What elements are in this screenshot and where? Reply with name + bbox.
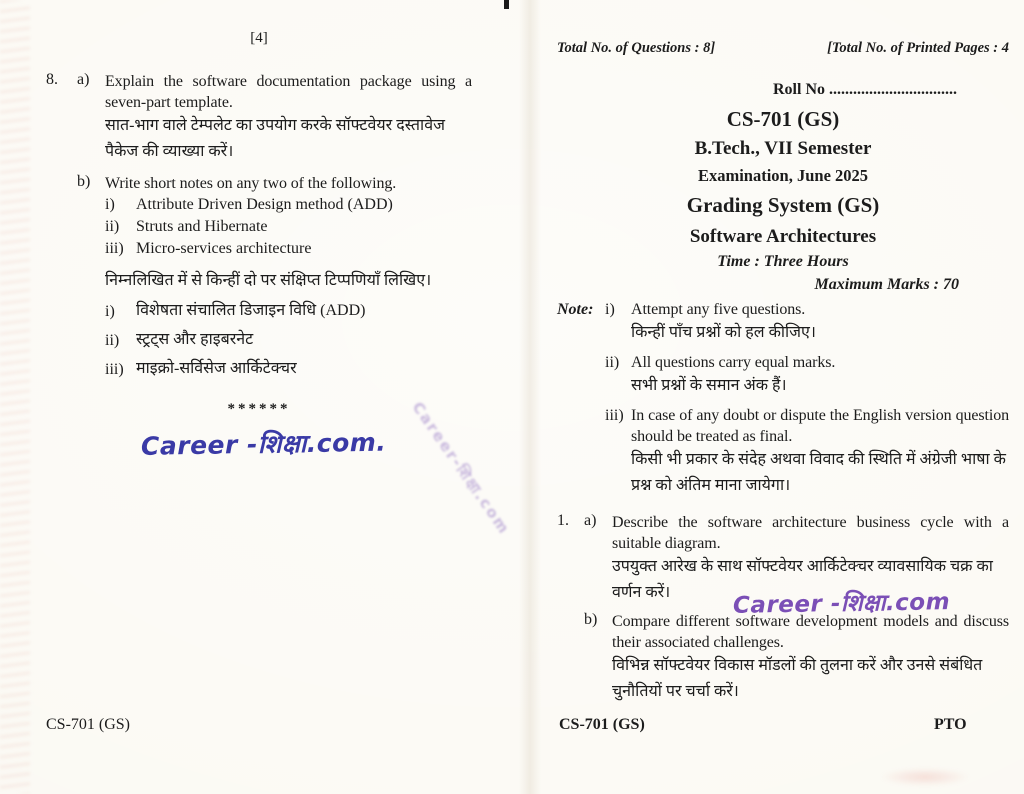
total-questions: Total No. of Questions : 8]	[557, 40, 716, 56]
option-ii: ii) Struts and Hibernate	[105, 218, 268, 235]
note-i-hindi: किन्हीं पाँच प्रश्नों को हल कीजिए।	[631, 324, 816, 341]
note-i: Note: i) Attempt any five questions. किन्हीं पाँच प्रश्नों को हल कीजिए।	[557, 299, 1009, 346]
question-1a-english: Describe the software architecture business cycle with a suitable diagram.	[612, 514, 1009, 552]
maximum-marks: Maximum Marks : 70	[814, 276, 959, 293]
scan-edge-artifact	[0, 0, 30, 794]
footer-course-code-left: CS-701 (GS)	[46, 716, 131, 733]
footer-pto: PTO	[934, 716, 967, 733]
paper-header	[557, 40, 1009, 57]
option-iii: iii) Micro-services architecture	[105, 240, 312, 257]
question-8b-hindi: निम्नलिखित में से किन्हीं दो पर संक्षिप्त टिप्पणियाँ लिखिए।	[105, 272, 432, 289]
note-iii: iii) In case of any doubt or dispute the English version question should be treated as final. किसी भी प्रकार के संदेह अथवा विवाद की स्थिति में अंग्रेजी भाषा के प्रश्न को अंतिम माना जायेगा।	[557, 405, 1009, 499]
question-8a	[46, 71, 472, 165]
option-i: i) Attribute Driven Design method (ADD)	[105, 196, 393, 213]
course-code: CS-701 (GS)	[726, 107, 840, 131]
registration-mark	[504, 0, 509, 9]
notes-section	[557, 299, 1009, 499]
option-ii-hindi: ii) स्ट्रट्स और हाइबरनेट	[105, 331, 254, 349]
question-1a-hindi: उपयुक्त आरेख के साथ सॉफ्टवेयर आर्किटेक्चर व्यावसायिक चक्र का वर्णन करें।	[612, 558, 993, 601]
question-1b-hindi: विभिन्न सॉफ्टवेयर विकास मॉडलों की तुलना करें और उनसे संबंधित चुनौतियों पर चर्चा करें।	[612, 657, 983, 700]
page-left	[46, 30, 472, 460]
note-ii-hindi: सभी प्रश्नों के समान अंक हैं।	[631, 377, 787, 394]
question-8a-english: Explain the software documentation package using a seven-part template.	[105, 73, 472, 111]
time-allowed: Time : Three Hours	[717, 253, 849, 270]
question-8b-options-english	[105, 194, 472, 260]
question-1b	[557, 611, 1009, 705]
program-title: B.Tech., VII Semester	[694, 138, 872, 159]
part-label: b)	[584, 611, 598, 628]
note-label: Note:	[557, 301, 594, 318]
roll-no-field: Roll No ................................	[773, 81, 957, 98]
career-shiksha-watermark: Career -शिक्षा.com	[732, 589, 951, 619]
end-of-paper-marker: ******	[227, 401, 291, 417]
note-ii: ii) All questions carry equal marks. सभी प्रश्नों के समान अंक हैं।	[557, 352, 1009, 399]
footer-course-code-right: CS-701 (GS)	[559, 716, 645, 733]
subject-title: Software Architectures	[689, 226, 877, 247]
part-label: a)	[584, 512, 597, 529]
question-8a-hindi: सात-भाग वाले टेम्पलेट का उपयोग करके सॉफ्टवेयर दस्तावेज पैकेज की व्याख्या करें।	[105, 117, 445, 160]
note-iii-english: In case of any doubt or dispute the English version question should be treated as final.	[631, 407, 1009, 445]
question-number: 1.	[557, 512, 569, 529]
note-i-english: Attempt any five questions.	[631, 301, 806, 318]
note-iii-hindi: किसी भी प्रकार के संदेह अथवा विवाद की स्थिति में अंग्रेजी भाषा के प्रश्न को अंतिम माना जायेगा।	[631, 451, 1006, 494]
part-label: b)	[77, 173, 91, 190]
question-1b-english: Compare different software development models and discuss their associated challenges.	[612, 613, 1009, 651]
note-ii-english: All questions carry equal marks.	[631, 354, 836, 371]
examination-session: Examination, June 2025	[697, 166, 869, 185]
center-fold-shadow	[519, 0, 541, 794]
career-shiksha-watermark: Career -शिक्षा.com.	[140, 427, 387, 461]
question-8b-english: Write short notes on any two of the following.	[105, 175, 397, 192]
option-i-hindi: i) विशेषता संचालित डिजाइन विधि (ADD)	[105, 302, 366, 320]
question-8b-options-hindi	[105, 298, 472, 383]
total-printed-pages: [Total No. of Printed Pages : 4	[827, 40, 1009, 56]
question-number: 8.	[46, 71, 58, 88]
option-iii-hindi: iii) माइक्रो-सर्विसेज आर्किटेक्चर	[105, 360, 297, 378]
page-number: [4]	[250, 30, 268, 46]
bleed-through-stamp: Career-शिक्षा.com	[408, 398, 514, 539]
grading-scheme: Grading System (GS)	[686, 193, 880, 217]
part-label: a)	[77, 71, 90, 88]
question-8b	[46, 173, 472, 194]
scan-smudge	[880, 768, 970, 786]
